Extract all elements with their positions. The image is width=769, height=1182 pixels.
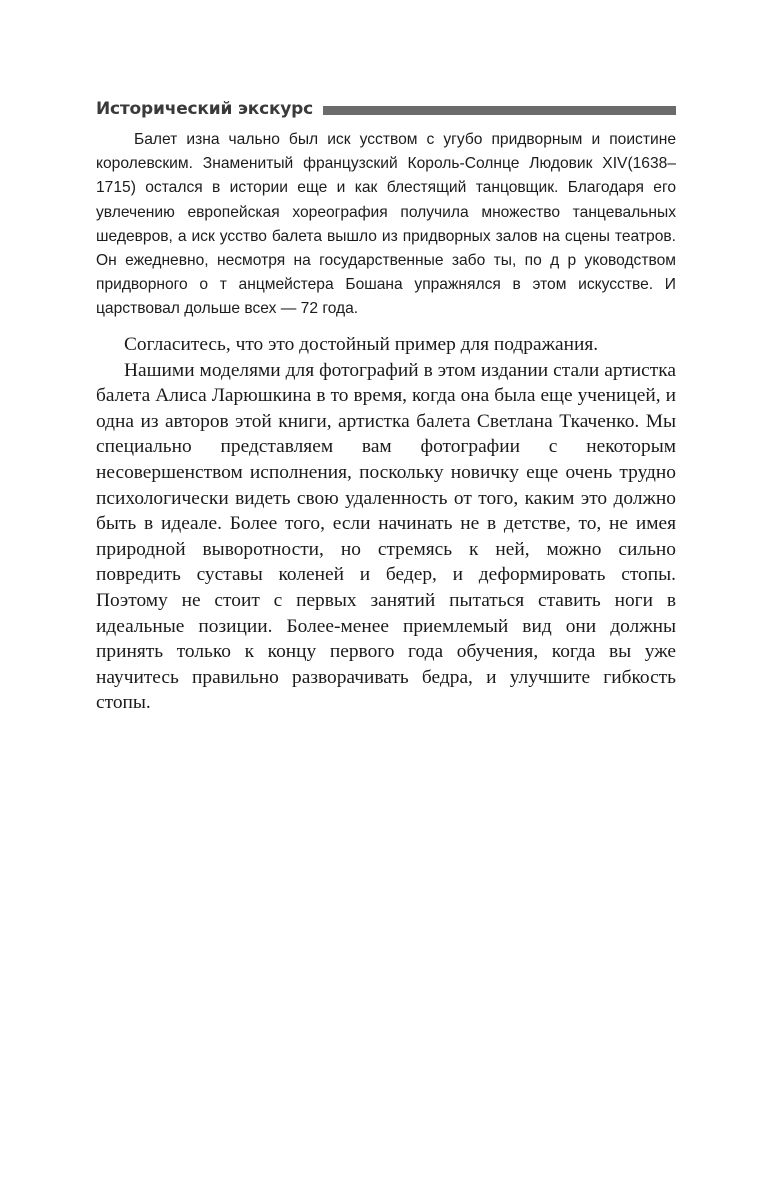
sidebar-header: [96, 96, 676, 122]
sidebar-rule: [323, 106, 676, 115]
paragraph-2: Нашими моделями для фотографий в этом издании стали артистка балета Алиса Ларюшкина в то время, когда она была еще ученицей, и одна из авторов этой книги, артистка балета Светлана Ткаченко. Мы специально представляем вам фотографии с некоторым несовершенством исполнения, поскольку новичку еще очень трудно психологически видеть свою удаленность от того, каким это должно быть в идеале. Более того, если начинать не в детстве, то, не имея природной выворотности, но стремясь к ней, можно сильно повредить суставы коленей и бедер, и деформировать стопы. Поэтому не стоит с первых занятий пытаться ставить ноги в идеальные позиции. Более-менее приемлемый вид они должны принять только к концу первого года обучения, когда вы уже научитесь правильно разворачивать бедра, и улучшите гибкость стопы.: [96, 359, 676, 714]
sidebar-text: Балет изна чально был иск усством с угубо придворным и поистине королевским. Знаменитый французский Король-Солнце Людовик XIV(1638–1715) остался в истории еще и как блестящий танцовщик. Благодаря его увлечению европейская хореография получила множество танцевальных шедевров, а иск усство балета вышло из придворных залов на сцены театров. Он ежедневно, несмотря на государственные забо ты, по д р уководством придворного о т анцмейстера Бошана упражнялся в этом искусстве. И царствовал дольше всех — 72 года.: [96, 131, 676, 318]
historical-sidebar: [96, 96, 676, 337]
sidebar-title: Исторический экскурс: [96, 99, 314, 119]
main-text: [96, 332, 676, 716]
paragraph-1: Согласитесь, что это достойный пример для подражания.: [124, 334, 599, 355]
